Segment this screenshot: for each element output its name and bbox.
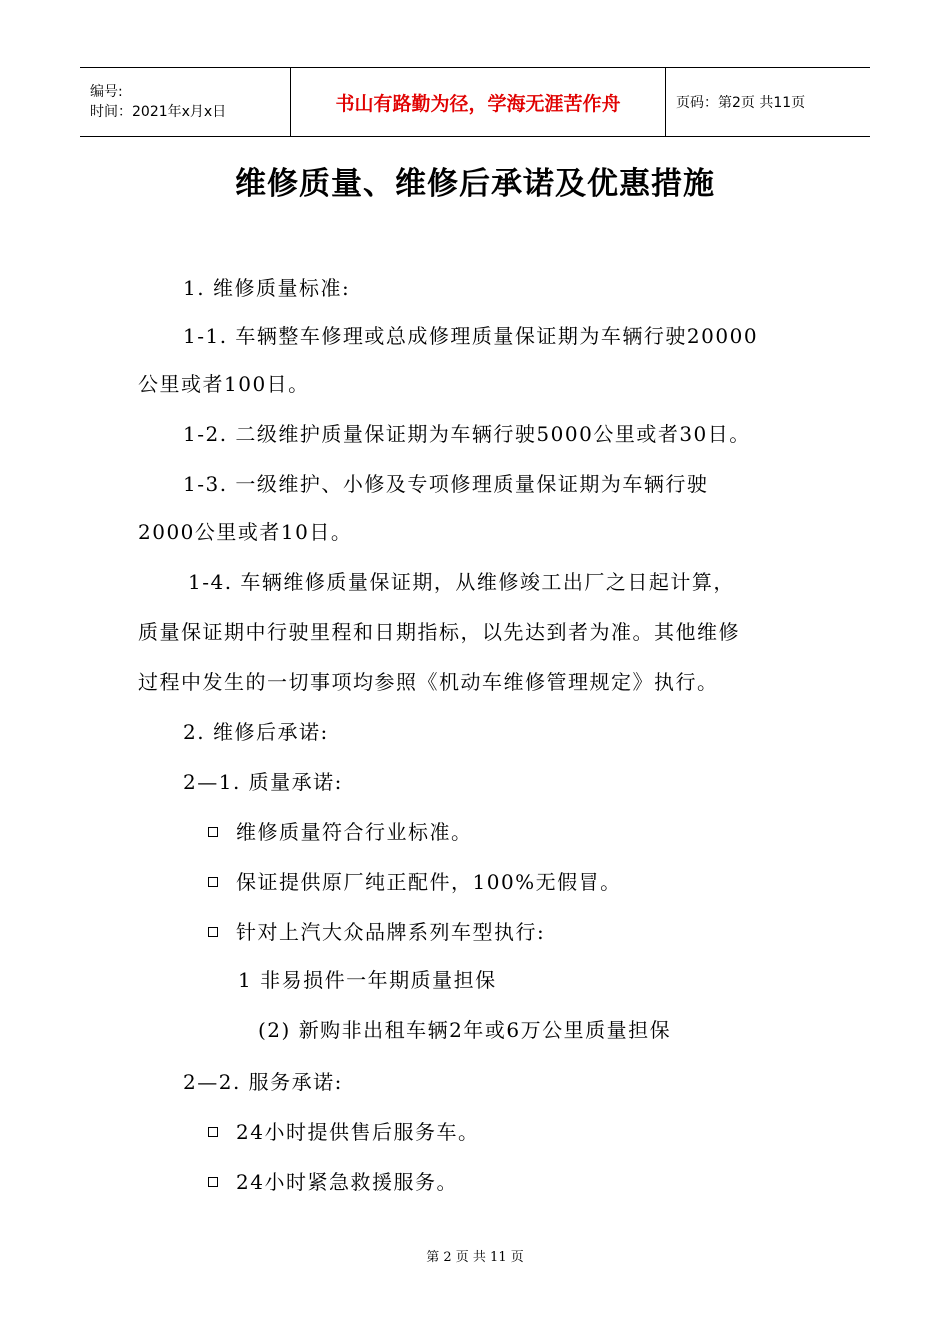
list-item xyxy=(208,868,622,896)
checkbox-square-icon xyxy=(208,927,218,937)
paragraph-line: 公里或者100日。 xyxy=(138,372,310,396)
list-item-text: 24小时紧急救援服务。 xyxy=(236,1170,458,1194)
paragraph-line: 1-4. 车辆维修质量保证期，从维修竣工出厂之日起计算， xyxy=(188,570,735,594)
header-motto xyxy=(291,68,666,136)
paragraph-line: 1-1. 车辆整车修理或总成修理质量保证期为车辆行驶20000 xyxy=(183,324,759,348)
motto-text: 书山有路勤为径，学海无涯苦作舟 xyxy=(335,92,621,115)
sub-list-item: (2) 新购非出租车辆2年或6万公里质量担保 xyxy=(258,1018,672,1042)
list-item-text: 保证提供原厂纯正配件，100%无假冒。 xyxy=(236,870,622,894)
header-page-info xyxy=(666,68,870,136)
section-heading-after-repair: 2. 维修后承诺: xyxy=(183,720,329,744)
checkbox-square-icon xyxy=(208,1177,218,1187)
paragraph-line: 1-2. 二级维护质量保证期为车辆行驶5000公里或者30日。 xyxy=(183,422,751,446)
list-item xyxy=(208,1168,458,1196)
subsection-heading-service: 2—2. 服务承诺: xyxy=(183,1070,343,1094)
page-footer: 第 2 页 共 11 页 xyxy=(426,1250,524,1265)
list-item-text: 24小时提供售后服务车。 xyxy=(236,1120,480,1144)
paragraph-line: 质量保证期中行驶里程和日期指标，以先达到者为准。其他维修 xyxy=(138,620,740,644)
list-item xyxy=(208,818,473,846)
paragraph-line: 2000公里或者10日。 xyxy=(138,520,353,544)
list-item xyxy=(208,1118,479,1146)
checkbox-square-icon xyxy=(208,827,218,837)
checkbox-square-icon xyxy=(208,1127,218,1137)
list-item-text: 针对上汽大众品牌系列车型执行: xyxy=(236,920,546,944)
paragraph-line: 过程中发生的一切事项均参照《机动车维修管理规定》执行。 xyxy=(138,670,719,694)
paragraph-line: 1-3. 一级维护、小修及专项修理质量保证期为车辆行驶 xyxy=(183,472,709,496)
list-item xyxy=(208,918,545,946)
document-header xyxy=(80,67,870,137)
list-item-text: 维修质量符合行业标准。 xyxy=(236,820,473,844)
time-label: 时间：2021年x月x日 xyxy=(90,104,227,120)
header-meta xyxy=(80,68,291,136)
sub-list-item: 1 非易损件一年期质量担保 xyxy=(238,968,497,992)
page-info-text: 页码：第2页 共11页 xyxy=(676,95,806,111)
section-heading-quality-standard: 1. 维修质量标准: xyxy=(183,276,351,300)
number-label: 编号: xyxy=(90,84,123,100)
subsection-heading-quality: 2—1. 质量承诺: xyxy=(183,770,343,794)
checkbox-square-icon xyxy=(208,877,218,887)
page-title: 维修质量、维修后承诺及优惠措施 xyxy=(235,166,715,202)
